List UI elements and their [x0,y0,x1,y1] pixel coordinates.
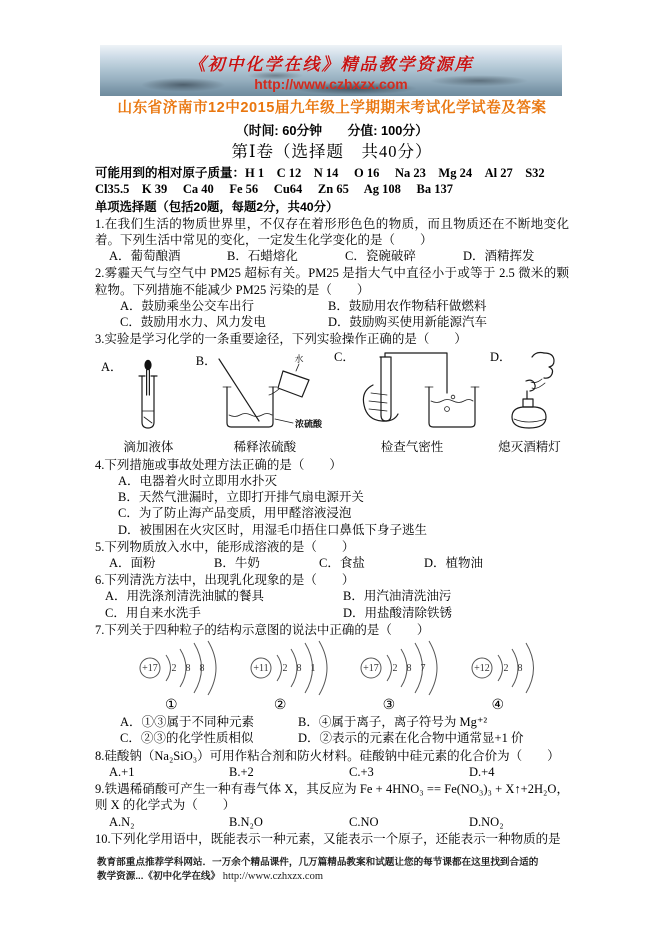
question-6-option-b: B．用汽油清洗油污 [343,589,452,604]
figure-a-caption: 滴加液体 [123,439,174,454]
svg-text:+12: +12 [474,663,490,675]
question-7-option-b: B．④属于离子，离子符号为 Mg⁺² [298,715,488,730]
atomic-mass-values-2: Cl35.5 K 39 Ca 40 Fe 56 Cu64 Zn 65 Ag 108 Ba 137 [95,182,454,197]
question-7-text: 7.下列关于四种粒子的结构示意图的说法中正确的是（ ） [95,622,430,637]
atomic-mass-table [95,165,569,198]
figure-d-blow-lamp [490,349,569,454]
question-8-text: 8.硅酸钠（Na₂SiO₃）可用作粘合剂和防火材料。硅酸钠中硅元素的化合价为（ ） [95,748,560,763]
atom-structure-diagram-1 [135,640,221,698]
question-4-text: 4.下列措施或事故处理方法正确的是（ ） [95,457,342,472]
figure-c-airtight-check [334,349,490,454]
footer-url[interactable]: http://www.czhxzx.com [222,870,324,882]
svg-text:2: 2 [503,663,509,675]
question-1-option-a: A．葡萄酿酒 [109,249,181,264]
question-2-option-b: B．鼓励用农作物秸秆做燃料 [328,298,487,313]
question-7-option-a: A．①③属于不同种元素 [120,715,255,730]
figure-b-dilute-acid [196,353,334,454]
question-2-option-d: D．鼓励购买使用新能源汽车 [328,315,488,330]
question-7-options [95,714,569,746]
atom-structure-diagram-2 [246,640,332,698]
question-7-particle-tags [95,698,569,714]
question-8-option-d: D.+4 [469,764,495,779]
svg-text:水: 水 [294,354,304,365]
question-1-option-c: C．瓷碗破碎 [345,249,416,264]
question-6-options [95,588,569,620]
atom-structure-diagram-4 [467,640,539,698]
question-4-option-b: B．天然气泄漏时，立即打开排气扇电源开关 [118,490,364,505]
question-6-option-d: D．用盐酸清除铁锈 [343,605,453,620]
question-6-text: 6.下列清洗方法中，出现乳化现象的是（ ） [95,573,355,588]
question-5-option-b: B．牛奶 [214,556,260,571]
question-8-options [95,764,569,780]
atomic-mass-label: 可能用到的相对原子质量： [95,165,246,180]
question-9-option-a: A.N₂ [109,814,135,829]
section-title: 第Ⅰ卷（选择题 共40分） [231,142,433,162]
svg-text:1: 1 [310,663,316,675]
particle-tag-4: ④ [491,698,504,714]
question-9 [95,781,569,830]
figure-a-label: A． [101,360,123,375]
question-7-particle-diagrams [95,638,569,698]
svg-text:+11: +11 [253,663,269,675]
svg-text:8: 8 [406,663,412,675]
particle-tag-3: ③ [382,698,396,714]
question-5-option-d: D．植物油 [424,556,484,571]
dilute-acid-icon [199,353,331,433]
svg-text:8: 8 [517,663,523,675]
question-4-option-c: C．为了防止海产品变质，用甲醛溶液浸泡 [118,506,352,521]
question-8-option-a: A.+1 [109,764,135,779]
question-3 [95,331,569,455]
svg-text:+17: +17 [142,663,158,675]
footer-line-1: 教育部重点推荐学科网站．一万余个精品课件，几万篇精品教案和试题让您的每节课都在这里找到合适的 [97,857,539,868]
question-4-option-a: A．电器着火时立即用水扑灭 [118,474,278,489]
question-7-option-c: C．②③的化学性质相似 [120,731,254,746]
figure-c-caption: 检查气密性 [380,439,444,454]
question-3-figures [101,349,569,454]
question-5-option-a: A．面粉 [109,556,156,571]
question-6-option-a: A．用洗涤剂清洗油腻的餐具 [105,589,265,604]
airtightness-check-icon [337,349,487,433]
svg-text:浓硫酸: 浓硫酸 [294,419,322,430]
question-8-option-b: B.+2 [229,764,254,779]
question-1 [95,216,569,265]
svg-text:8: 8 [296,663,302,675]
question-9-option-d: D.NO₂ [469,814,504,829]
svg-text:2: 2 [171,663,177,675]
svg-text:2: 2 [392,663,398,675]
question-6-option-c: C．用自来水洗手 [105,605,201,620]
question-10-text: 10.下列化学用语中，既能表示一种元素，又能表示一个原子，还能表示一种物质的是 [95,831,561,846]
question-5-option-c: C．食盐 [319,556,365,571]
particle-tag-2: ② [273,698,287,714]
document-body [95,100,569,847]
question-5-options [95,555,569,571]
question-8-option-c: C.+3 [349,764,374,779]
question-1-option-d: D．酒精挥发 [463,249,535,264]
question-1-text: 1.在我们生活的物质世界里，不仅存在着形形色色的物质，而且物质还在不断地变化着。下列生活中常见的变化，一定发生化学变化的是（ ） [95,216,569,248]
time-score-line: （时间: 60分钟 分值: 100分） [236,123,428,139]
question-7-option-d: D．②表示的元素在化合物中通常显+1 价 [298,731,524,746]
question-9-option-b: B.N₂O [229,814,263,829]
question-10 [95,831,569,847]
question-5-text: 5.下列物质放入水中，能形成溶液的是（ ） [95,539,355,554]
particle-tag-1: ① [165,698,178,714]
dropper-test-tube-icon [126,359,170,433]
question-2-options [95,298,569,330]
question-1-option-b: B．石蜡熔化 [227,249,298,264]
question-7 [95,622,569,747]
question-4-options [95,473,569,538]
question-8 [95,748,569,780]
question-2-option-a: A．鼓励乘坐公交车出行 [120,298,255,313]
atom-structure-diagram-3 [356,640,442,698]
figure-c-label: C． [334,350,355,365]
svg-text:+17: +17 [363,663,380,675]
question-4-option-d: D．被围困在火灾区时，用湿毛巾捂住口鼻低下身子逃生 [118,522,428,537]
question-2-text: 2.雾霾天气与空气中 PM25 超标有关。PM25 是指大气中直径小于或等于 2.5 微米的颗粒物。下列措施不能减少 PM25 污染的是（ ） [95,266,569,297]
atomic-mass-values-1: H 1 C 12 N 14 O 16 Na 23 Mg 24 Al 27 S32 [245,165,545,180]
question-6 [95,572,569,621]
svg-text:8: 8 [199,663,205,675]
page-footer [97,856,559,883]
footer-line-2: 教学资源...《初中化学在线》 [97,870,221,882]
figure-b-caption: 稀释浓硫酸 [233,439,297,454]
question-9-text: 9.铁遇稀硝酸可产生一种有毒气体 X，其反应为 Fe + 4HNO₃ == Fe(NO₃)₃ + X↑+2H₂O，则 X 的化学式为（ ） [95,782,569,813]
svg-text:8: 8 [185,663,191,675]
question-3-text: 3.实验是学习化学的一条重要途径，下列实验操作正确的是（ ） [95,332,467,347]
question-9-option-c: C.NO [349,814,379,829]
section-instruction: 单项选择题（包括20题，每题2分，共40分） [95,199,339,214]
figure-b-label: B． [195,354,217,369]
question-4 [95,457,569,538]
question-5 [95,539,569,571]
site-banner-url[interactable]: http://www.czhxzx.com [254,76,408,92]
question-1-options [95,248,569,264]
svg-text:7: 7 [420,663,426,675]
question-9-options [95,814,569,830]
figure-d-caption: 熄灭酒精灯 [498,439,561,454]
question-2 [95,265,569,330]
figure-a-dropper [101,359,196,454]
figure-d-label: D． [490,350,512,365]
site-banner [100,45,562,96]
page-title: 山东省济南市12中2015届九年级上学期期末考试化学试卷及答案 [117,100,547,116]
site-banner-title: 《初中化学在线》精品教学资源库 [188,55,474,75]
question-2-option-c: C．鼓励用水力、风力发电 [120,315,266,330]
svg-text:2: 2 [282,663,288,675]
